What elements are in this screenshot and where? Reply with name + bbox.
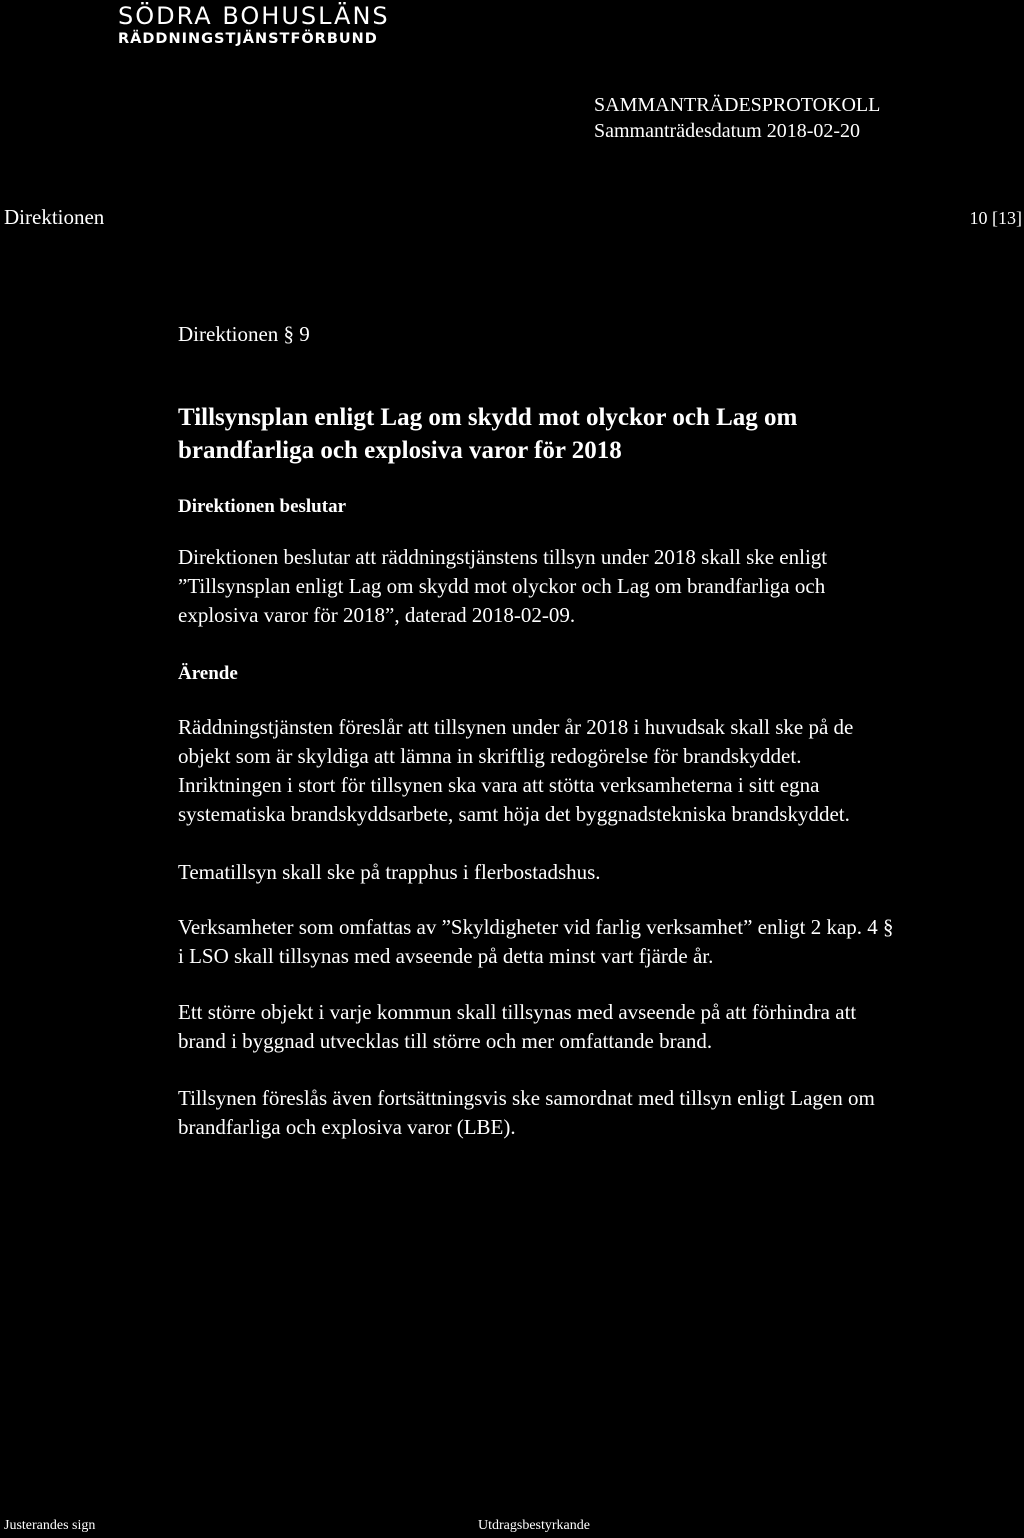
organization-subtitle: RÄDDNINGSTJÄNSTFÖRBUND [118,31,378,47]
decision-text: Direktionen beslutar att räddningstjänstens tillsyn under 2018 skall ske enligt ”Tillsynsplan enligt Lag om skydd mot olyckor och Lag om brandfarliga och explosiva varor för 2018”, daterad 2018-02-09. [178,545,828,627]
organization-logo-text [118,2,390,48]
matter-paragraph-2: Tematillsyn skall ske på trapphus i flerbostadshus. [178,860,601,884]
page-number: 10 [13] [969,208,1022,228]
protocol-date: Sammanträdesdatum 2018-02-20 [594,120,861,142]
organization-name: SÖDRA BOHUSLÄNS [118,2,390,30]
matter-paragraph-1: Räddningstjänsten föreslår att tillsynen under år 2018 i huvudsak skall ske på de objekt som är skyldiga att lämna in skriftlig redogörelse för brandskyddet. Inriktningen i stort för tillsynen ska vara att stötta verksamheterna i sitt egna systematiska brandskyddsarbete, samt höja det byggnadstekniska brandskyddet. [178,715,854,826]
section-title-line-1: Tillsynsplan enligt Lag om skydd mot olyckor och Lag om [178,404,798,431]
protocol-title: SAMMANTRÄDESPROTOKOLL [594,94,881,116]
section-title-line-2: brandfarliga och explosiva varor för 2018 [178,437,622,464]
protocol-header [594,92,880,144]
body-label: Direktionen [4,205,105,229]
section-title [178,401,938,467]
matter-heading: Ärende [178,663,238,684]
matter-paragraph-3: Verksamheter som omfattas av ”Skyldigheter vid farlig verksamhet” enligt 2 kap. 4 § i LSO skall tillsynas med avseende på detta minst vart fjärde år. [178,915,894,968]
matter-paragraph-5: Tillsynen föreslås även fortsättningsvis ske samordnat med tillsyn enligt Lagen om brandfarliga och explosiva varor (LBE). [178,1086,875,1139]
section-reference: Direktionen § 9 [178,322,310,346]
footer-certification-label: Utdragsbestyrkande [478,1518,590,1533]
matter-paragraph-4: Ett större objekt i varje kommun skall tillsynas med avseende på att förhindra att brand i byggnad utvecklas till större och mer omfattande brand. [178,1000,857,1053]
decision-heading: Direktionen beslutar [178,496,347,517]
footer-signature-label: Justerandes sign [4,1518,96,1533]
